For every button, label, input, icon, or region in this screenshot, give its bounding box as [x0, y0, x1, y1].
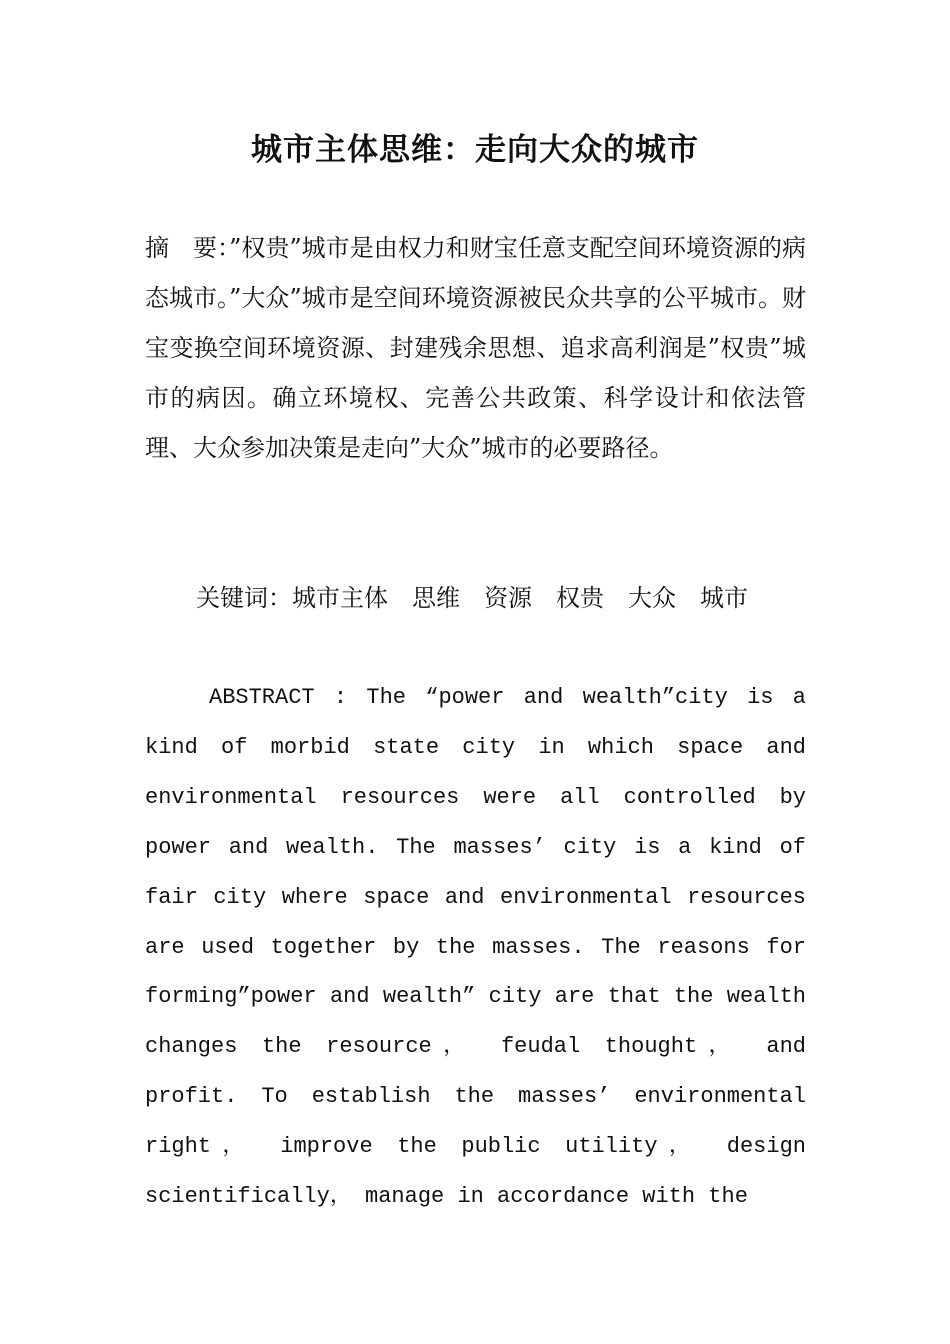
english-abstract: ABSTRACT : The “power and wealth”city is a kind of morbid state city in which space and environmental resources were all controlled by power and wealth. The masses’ city is a kind of fair city where space and environmental resources are used together by the masses. The reasons for forming”power and wealth” city are that the wealth changes the resource， feudal thought， and profit. To establish the masses’ environmental right， improve the public utility， design scientifically， manage in accordance with the: [145, 685, 806, 1210]
chinese-abstract: 摘 要：”权贵”城市是由权力和财宝任意支配空间环境资源的病态城市。”大众”城市是空间环境资源被民众共享的公平城市。财宝变换空间环境资源、封建残余思想、追求高利润是”权贵”城市的病因。确立环境权、完善公共政策、科学设计和依法管理、大众参加决策是走向”大众”城市的必要路径。: [145, 234, 806, 462]
keywords-line: 关键词：城市主体 思维 资源 权贵 大众 城市: [196, 584, 748, 612]
document-title: 城市主体思维：走向大众的城市: [251, 132, 699, 168]
